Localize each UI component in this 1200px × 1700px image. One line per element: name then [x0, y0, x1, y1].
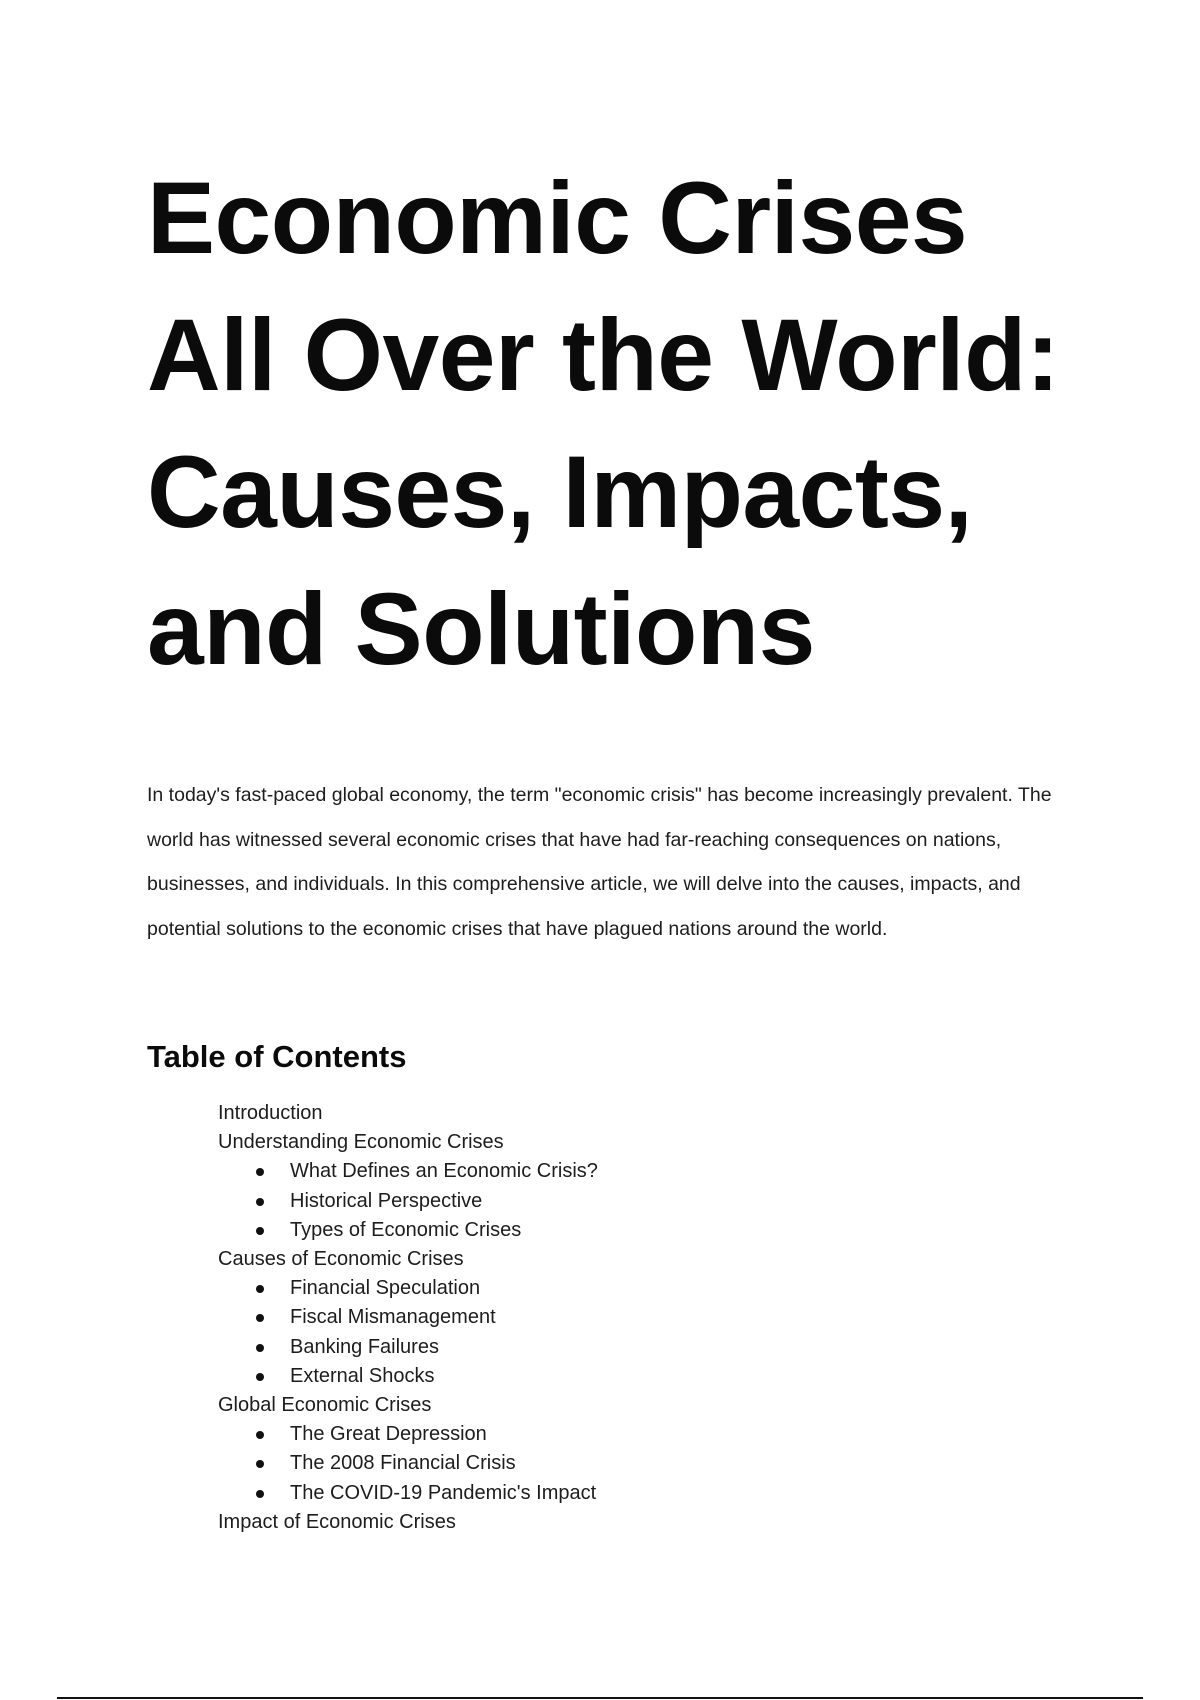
- toc-item-label: Historical Perspective: [290, 1189, 483, 1212]
- toc-item-label: External Shocks: [290, 1364, 435, 1387]
- bullet-icon: [256, 1344, 264, 1352]
- title-line: and Solutions: [147, 572, 815, 686]
- toc-subitem[interactable]: [218, 1187, 918, 1216]
- toc-item-label: What Defines an Economic Crisis?: [290, 1160, 598, 1183]
- bullet-icon: [256, 1460, 264, 1468]
- bullet-icon: [256, 1168, 264, 1176]
- toc-item-label: The 2008 Financial Crisis: [290, 1452, 516, 1475]
- toc-item[interactable]: [218, 1099, 918, 1128]
- bullet-icon: [256, 1431, 264, 1439]
- toc-subitem[interactable]: [218, 1333, 918, 1362]
- toc-item-label: Understanding Economic Crises: [218, 1131, 504, 1154]
- toc-item-label: Introduction: [218, 1102, 323, 1124]
- bullet-icon: [256, 1198, 264, 1206]
- toc-heading: Table of Contents: [147, 1039, 407, 1074]
- toc-item-label: Banking Failures: [290, 1335, 439, 1358]
- toc-subitem[interactable]: [218, 1479, 918, 1508]
- toc-subitem[interactable]: [218, 1216, 918, 1245]
- toc-item-label: Types of Economic Crises: [290, 1218, 522, 1241]
- bullet-icon: [256, 1314, 264, 1322]
- document-title: [147, 150, 1107, 698]
- bullet-icon: [256, 1227, 264, 1235]
- toc-item-label: Causes of Economic Crises: [218, 1248, 464, 1271]
- intro-paragraph: In today's fast-paced global economy, the term "economic crisis" has become increasingly prevalent. The world has witnessed several economic crises that have had far-reaching consequences on nations, businesses, and individuals. In this comprehensive article, we will delve into the causes, impacts, and potential solutions to the economic crises that have plagued nations around the world.: [147, 784, 1052, 940]
- toc-item[interactable]: [218, 1508, 918, 1537]
- toc-subitem[interactable]: [218, 1449, 918, 1478]
- title-line: All Over the World:: [147, 298, 1060, 412]
- toc-item[interactable]: [218, 1391, 918, 1420]
- toc-subitem[interactable]: [218, 1420, 918, 1449]
- toc-subitem[interactable]: [218, 1157, 918, 1186]
- toc-item-label: The Great Depression: [290, 1423, 487, 1446]
- toc-subitem[interactable]: [218, 1303, 918, 1332]
- toc-subitem[interactable]: [218, 1362, 918, 1391]
- table-of-contents: [218, 1099, 918, 1537]
- toc-item-label: Fiscal Mismanagement: [290, 1306, 496, 1329]
- toc-item-label: Financial Speculation: [290, 1277, 481, 1300]
- bullet-icon: [256, 1373, 264, 1381]
- bullet-icon: [256, 1285, 264, 1293]
- title-line: Causes, Impacts,: [147, 435, 973, 549]
- toc-item-label: The COVID-19 Pandemic's Impact: [290, 1481, 597, 1504]
- toc-item[interactable]: [218, 1245, 918, 1274]
- toc-item[interactable]: [218, 1128, 918, 1157]
- toc-item-label: Impact of Economic Crises: [218, 1510, 456, 1533]
- title-line: Economic Crises: [147, 161, 968, 275]
- page-bottom-rule: [57, 1697, 1143, 1699]
- toc-subitem[interactable]: [218, 1274, 918, 1303]
- toc-item-label: Global Economic Crises: [218, 1394, 432, 1417]
- bullet-icon: [256, 1490, 264, 1498]
